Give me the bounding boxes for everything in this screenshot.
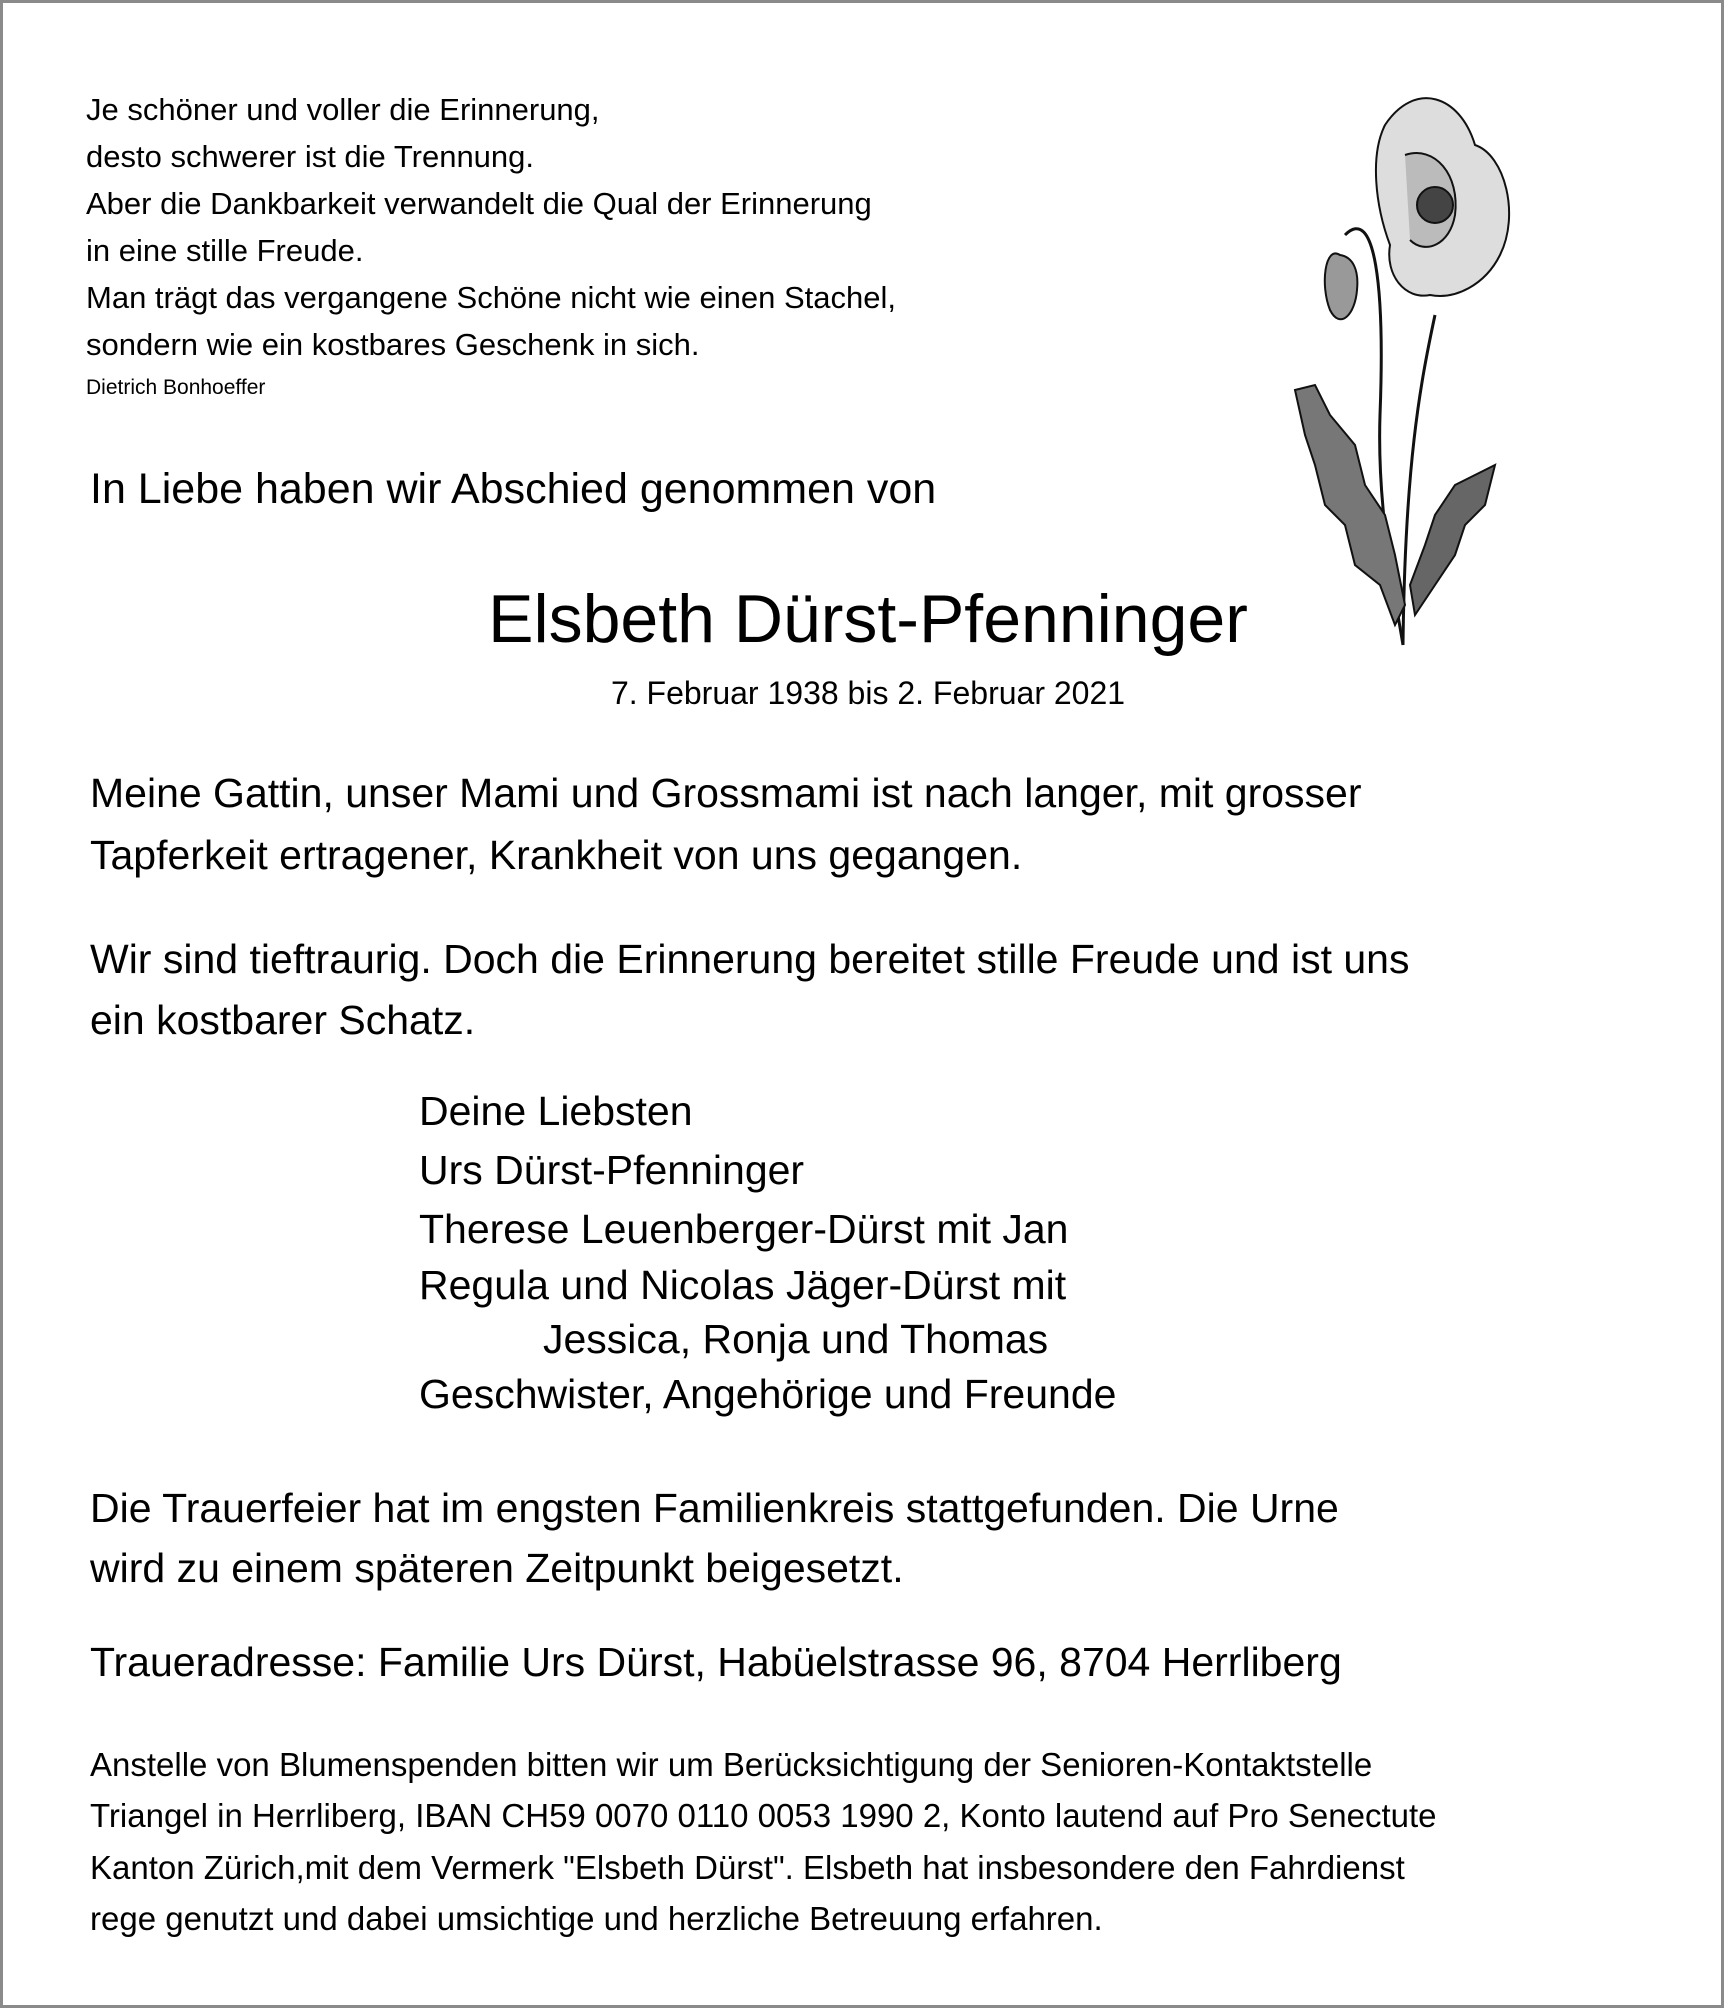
paragraph-line: Tapferkeit ertragener, Krankheit von uns gegangen. [90, 832, 1023, 878]
donation-line: Anstelle von Blumenspenden bitten wir um Berücksichtigung der Senioren-Kontaktstelle [90, 1746, 1373, 1783]
mourner-line: Regula und Nicolas Jäger-Dürst mit [419, 1262, 1067, 1308]
ceremony-line: Die Trauerfeier hat im engsten Familienkreis stattgefunden. Die Urne [90, 1485, 1339, 1531]
donation-line: Kanton Zürich,mit dem Vermerk "Elsbeth Dürst". Elsbeth hat insbesondere den Fahrdienst [90, 1849, 1405, 1886]
quote-line: desto schwerer ist die Trennung. [86, 139, 535, 174]
poppy-flower-icon [1285, 85, 1525, 675]
quote-line: Man trägt das vergangene Schöne nicht wie einen Stachel, [86, 280, 896, 315]
mourner-line: Geschwister, Angehörige und Freunde [419, 1371, 1117, 1417]
mourner-line: Therese Leuenberger-Dürst mit Jan [419, 1206, 1069, 1252]
paragraph-line: Wir sind tieftraurig. Doch die Erinnerung bereitet stille Freude und ist uns [90, 936, 1410, 982]
paragraph-line: Meine Gattin, unser Mami und Grossmami ist nach langer, mit grosser [90, 770, 1362, 816]
deceased-name: Elsbeth Dürst-Pfenninger [488, 581, 1248, 657]
paragraph-line: ein kostbarer Schatz. [90, 997, 476, 1043]
quote-line: in eine stille Freude. [86, 233, 364, 268]
mourner-line: Urs Dürst-Pfenninger [419, 1147, 805, 1193]
donation-line: Triangel in Herrliberg, IBAN CH59 0070 0110 0053 1990 2, Konto lautend auf Pro Senectute [90, 1797, 1437, 1834]
intro-text: In Liebe haben wir Abschied genommen von [90, 465, 937, 513]
quote-line: sondern wie ein kostbares Geschenk in sich. [86, 327, 700, 362]
mourning-address: Traueradresse: Familie Urs Dürst, Habüelstrasse 96, 8704 Herrliberg [90, 1639, 1342, 1685]
quote-author: Dietrich Bonhoeffer [86, 376, 266, 399]
mourner-line: Deine Liebsten [419, 1088, 693, 1134]
quote-line: Je schöner und voller die Erinnerung, [86, 92, 600, 127]
mourner-line: Jessica, Ronja und Thomas [543, 1316, 1049, 1362]
quote-line: Aber die Dankbarkeit verwandelt die Qual der Erinnerung [86, 186, 872, 221]
donation-line: rege genutzt und dabei umsichtige und herzliche Betreuung erfahren. [90, 1900, 1103, 1937]
deceased-dates: 7. Februar 1938 bis 2. Februar 2021 [610, 675, 1126, 711]
ceremony-line: wird zu einem späteren Zeitpunkt beigesetzt. [90, 1545, 904, 1591]
